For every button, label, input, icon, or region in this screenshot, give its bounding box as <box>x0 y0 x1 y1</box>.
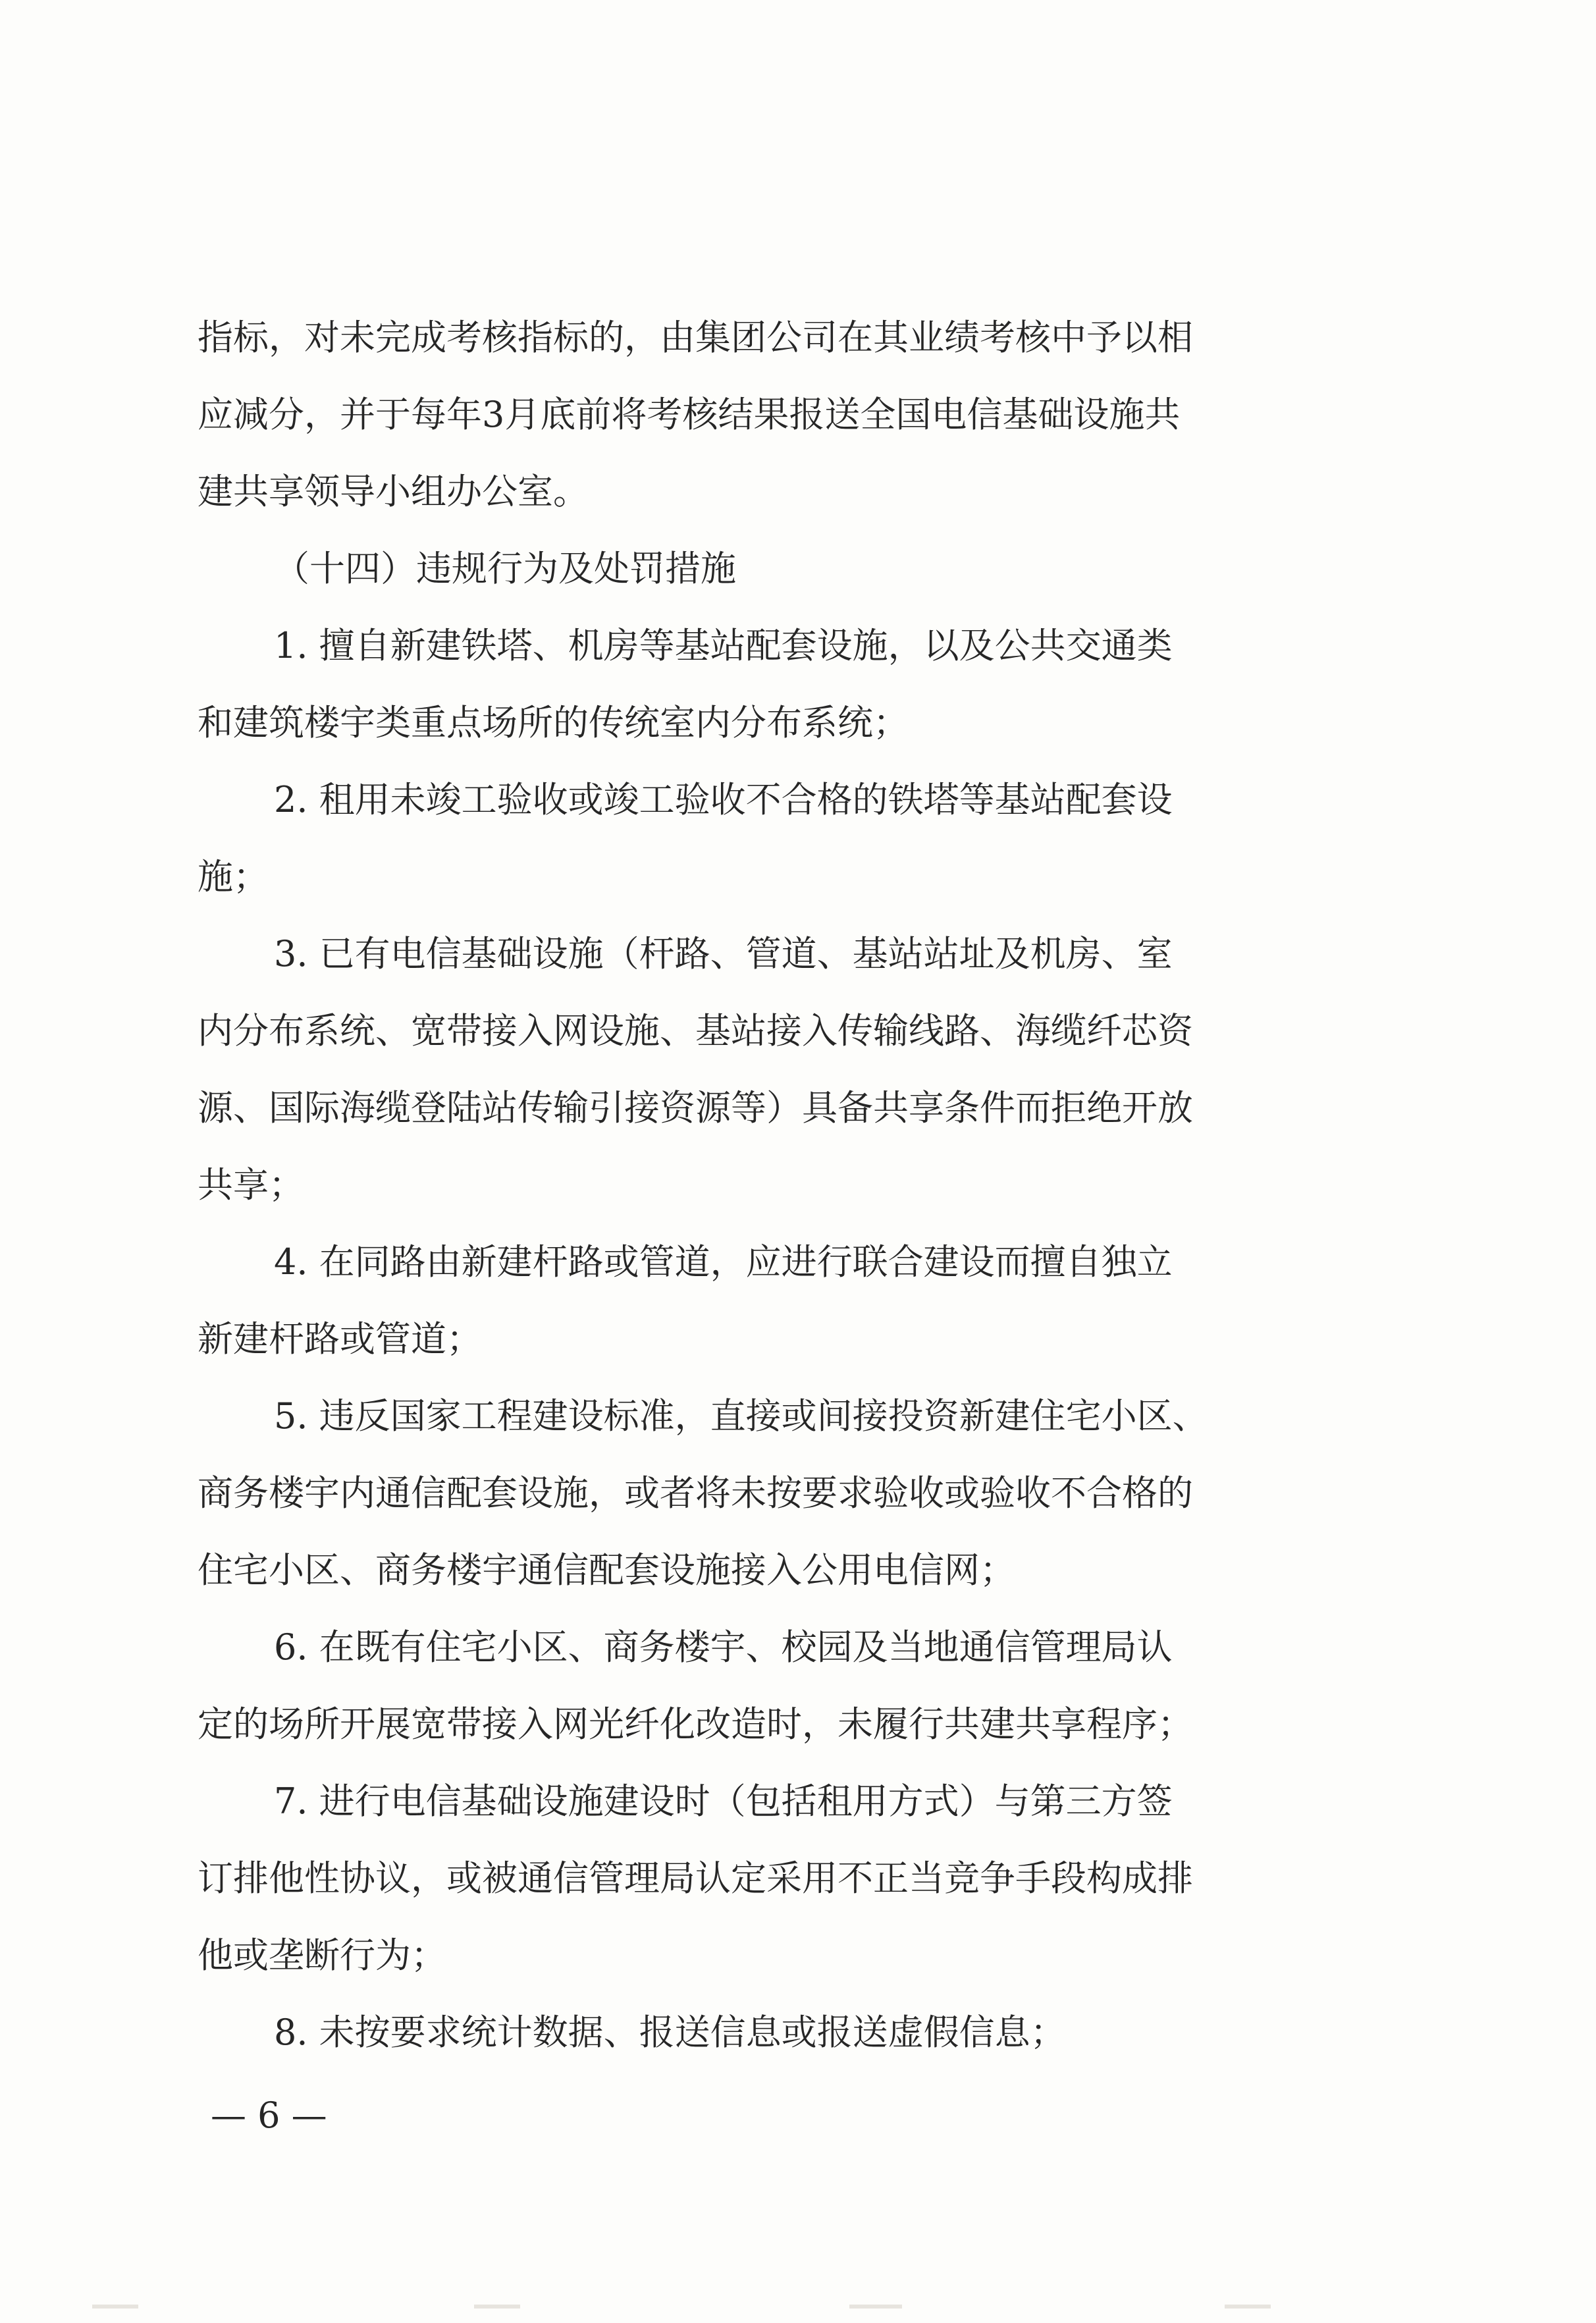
scan-artifact <box>849 2305 902 2309</box>
body-line: 商务楼宇内通信配套设施，或者将未按要求验收或验收不合格的 <box>198 1472 1193 1514</box>
body-line: 施； <box>198 856 269 897</box>
page-number: — 6 — <box>211 2095 327 2136</box>
body-line: 订排他性协议，或被通信管理局认定采用不正当竞争手段构成排 <box>198 1857 1193 1899</box>
scan-artifact <box>92 2305 138 2309</box>
list-item-line: 8. 未按要求统计数据、报送信息或报送虚假信息； <box>274 2012 1066 2053</box>
list-item-line: 2. 租用未竣工验收或竣工验收不合格的铁塔等基站配套设 <box>274 779 1173 820</box>
body-line: 住宅小区、商务楼宇通信配套设施接入公用电信网； <box>198 1549 1015 1591</box>
body-line: 他或垄断行为； <box>198 1935 446 1976</box>
body-line: 定的场所开展宽带接入网光纤化改造时，未履行共建共享程序； <box>198 1703 1193 1745</box>
scan-artifact <box>474 2305 520 2309</box>
body-line: 建共享领导小组办公室。 <box>198 471 589 512</box>
body-line: 应减分，并于每年3月底前将考核结果报送全国电信基础设施共 <box>198 394 1181 435</box>
list-item-line: 7. 进行电信基础设施建设时（包括租用方式）与第三方签 <box>274 1780 1173 1822</box>
list-item-line: 4. 在同路由新建杆路或管道，应进行联合建设而擅自独立 <box>274 1241 1173 1283</box>
list-item-line: 6. 在既有住宅小区、商务楼宇、校园及当地通信管理局认 <box>274 1626 1173 1668</box>
section-heading: （十四）违规行为及处罚措施 <box>274 548 736 589</box>
body-line: 指标，对未完成考核指标的，由集团公司在其业绩考核中予以相 <box>198 317 1193 358</box>
list-item-line: 1. 擅自新建铁塔、机房等基站配套设施，以及公共交通类 <box>274 625 1173 666</box>
list-item-line: 3. 已有电信基础设施（杆路、管道、基站站址及机房、室 <box>274 933 1173 975</box>
body-line: 和建筑楼宇类重点场所的传统室内分布系统； <box>198 702 909 743</box>
body-line: 共享； <box>198 1164 304 1206</box>
body-line: 源、国际海缆登陆站传输引接资源等）具备共享条件而拒绝开放 <box>198 1087 1193 1129</box>
list-item-line: 5. 违反国家工程建设标准，直接或间接投资新建住宅小区、 <box>274 1395 1208 1437</box>
scan-artifact <box>1225 2305 1271 2309</box>
body-line: 内分布系统、宽带接入网设施、基站接入传输线路、海缆纤芯资 <box>198 1010 1193 1052</box>
body-line: 新建杆路或管道； <box>198 1318 482 1360</box>
